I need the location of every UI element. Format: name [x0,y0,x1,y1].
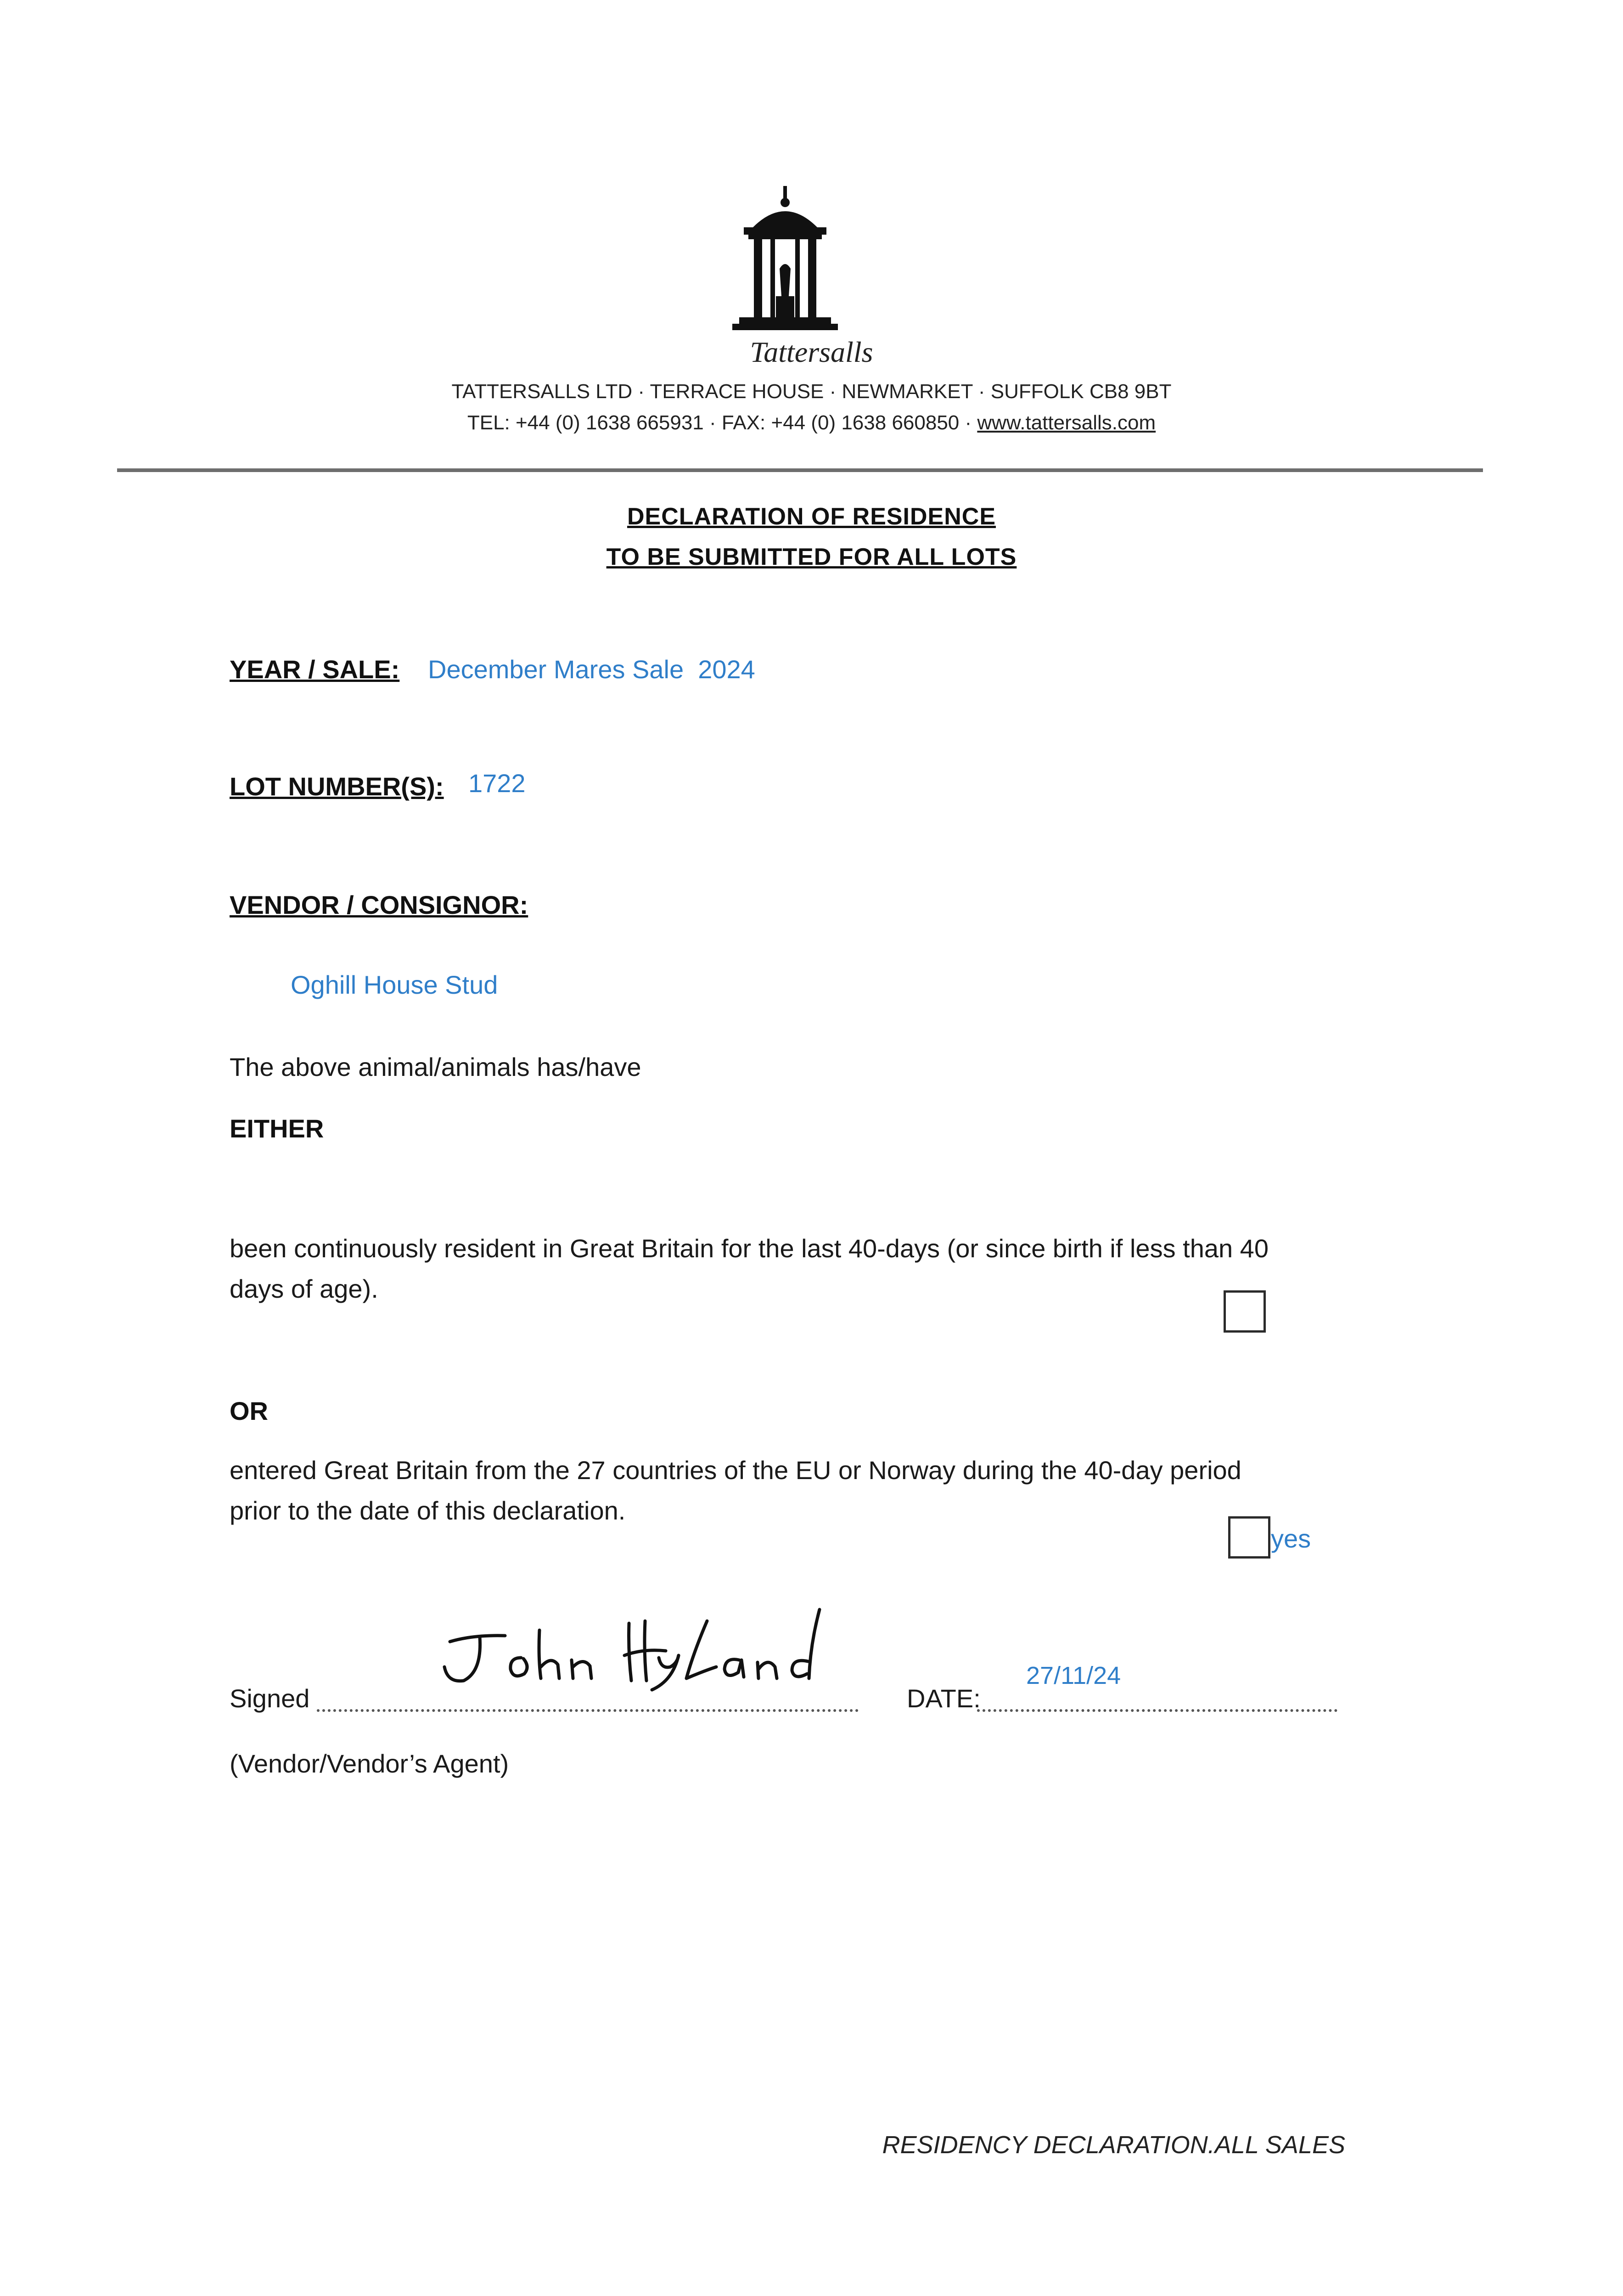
address-line: TATTERSALLS LTD · TERRACE HOUSE · NEWMARKET · SUFFOLK CB8 9BT [451,380,1172,403]
lot-number-label: LOT NUMBER(S): [230,772,444,801]
date-line [977,1709,1337,1712]
option-2-line-1: entered Great Britain from the 27 countries of the EU or Norway during the 40-day period [230,1456,1241,1485]
signature-line [317,1709,859,1712]
vendor-value[interactable]: Oghill House Stud [291,970,498,999]
handwritten-signature [436,1603,840,1694]
footer-reference: RESIDENCY DECLARATION.ALL SALES [882,2131,1345,2159]
contact-line [0,411,1623,434]
option-2-checkbox[interactable] [1228,1516,1270,1559]
either-label: EITHER [230,1114,324,1143]
option-2-line-2: prior to the date of this declaration. [230,1496,626,1525]
intro-statement: The above animal/animals has/have [230,1052,641,1081]
website-link[interactable]: www.tattersalls.com [977,411,1156,434]
option-1-line-1: been continuously resident in Great Britain for the last 40-days (or since birth if less than 40 [230,1234,1269,1263]
option-2-answer[interactable]: yes [1271,1524,1311,1553]
document-subtitle: TO BE SUBMITTED FOR ALL LOTS [606,544,1017,570]
option-2-text [230,1450,1241,1531]
tattersalls-logo-icon [725,186,845,338]
vendor-label: VENDOR / CONSIGNOR: [230,890,528,919]
signed-label: Signed [230,1684,310,1713]
signatory-role: (Vendor/Vendor’s Agent) [230,1749,509,1778]
option-1-text [230,1228,1269,1309]
date-label: DATE: [907,1684,981,1713]
brand-name: Tattersalls [750,336,873,368]
option-1-checkbox[interactable] [1224,1290,1266,1333]
lot-number-value[interactable]: 1722 [468,769,526,798]
year-sale-value[interactable]: December Mares Sale 2024 [428,655,755,684]
date-value[interactable]: 27/11/24 [1026,1662,1121,1689]
or-label: OR [230,1396,268,1425]
option-1-line-2: days of age). [230,1274,378,1303]
document-title: DECLARATION OF RESIDENCE [627,503,996,530]
year-sale-label: YEAR / SALE: [230,655,400,684]
header-divider [117,468,1483,472]
contact-numbers: TEL: +44 (0) 1638 665931 · FAX: +44 (0) 1638 660850 · [467,411,977,434]
